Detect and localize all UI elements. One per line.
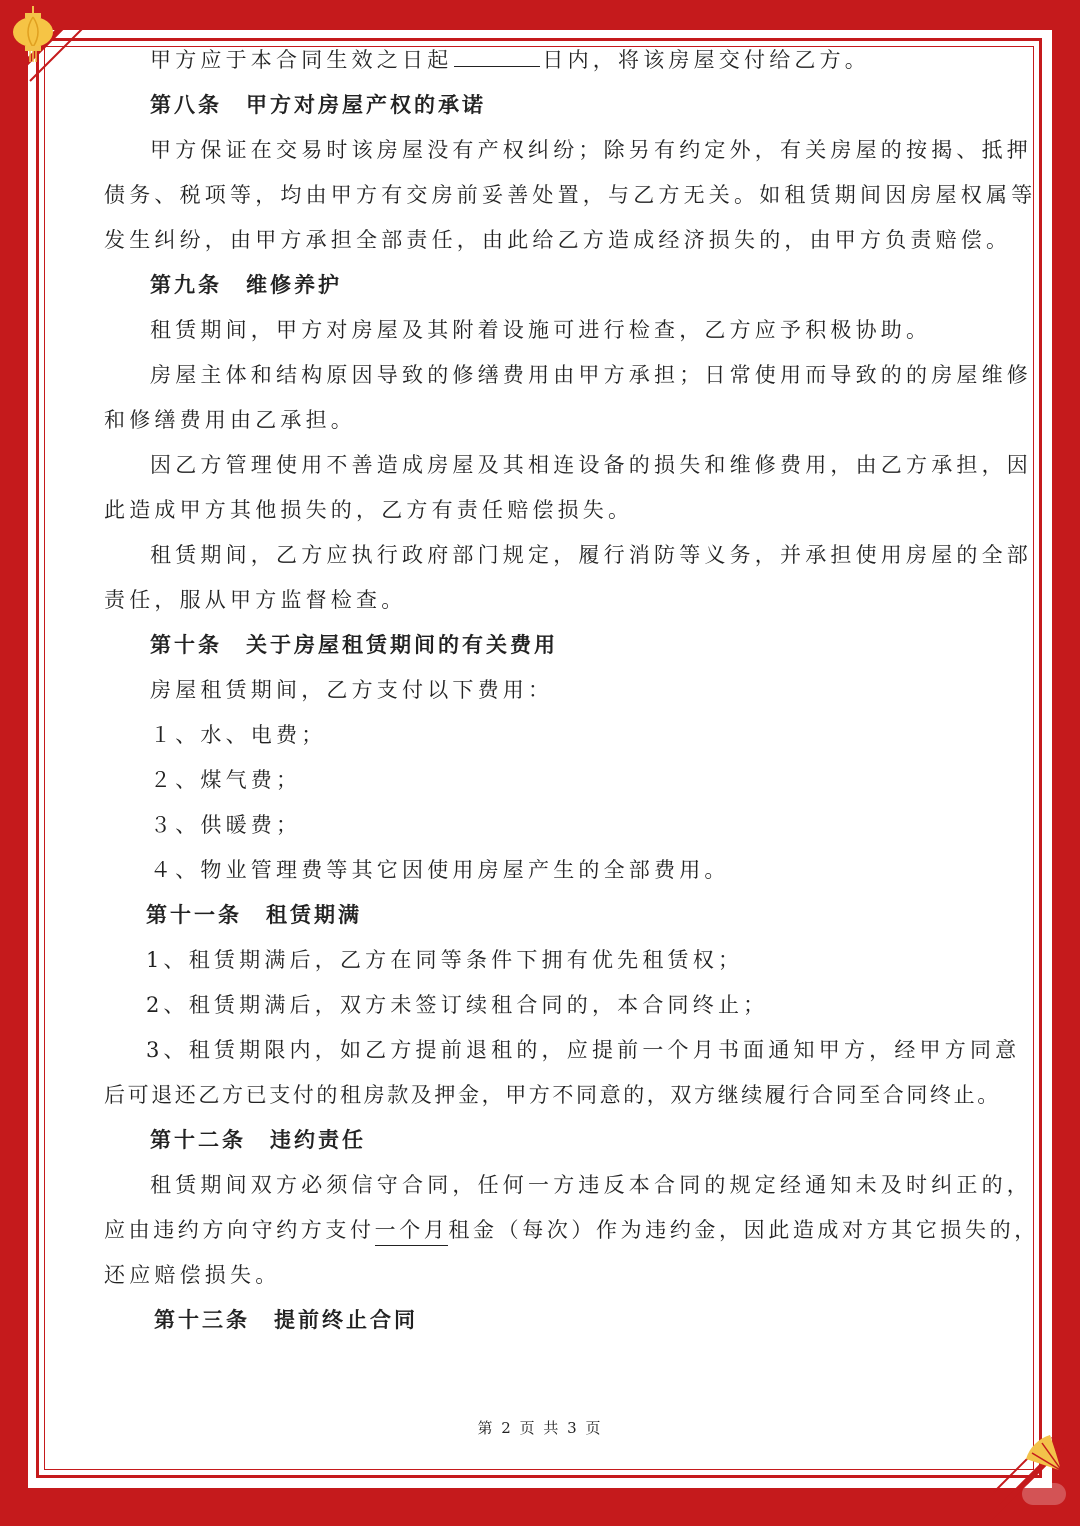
page-number-footer: 第 2 页 共 3 页: [477, 1419, 603, 1437]
list-item: ２、煤气费；: [150, 768, 302, 792]
paragraph-line: 和修缮费用由乙承担。: [104, 408, 356, 432]
article-11-heading: 第十一条 租赁期满: [146, 902, 362, 927]
list-item: 3、租赁期限内，如乙方提前退租的，应提前一个月书面通知甲方，经甲方同意: [146, 1038, 1021, 1062]
paragraph-line: 发生纠纷，由甲方承担全部责任，由此给乙方造成经济损失的，由甲方负责赔偿。: [104, 228, 1012, 252]
paragraph-line: 租赁期间双方必须信守合同，任何一方违反本合同的规定经通知未及时纠正的，: [150, 1173, 1032, 1197]
article-10-heading: 第十条 关于房屋租赁期间的有关费用: [150, 632, 558, 657]
article-12-heading: 第十二条 违约责任: [150, 1127, 366, 1152]
paragraph-line: 债务、税项等，均由甲方有交房前妥善处置，与乙方无关。如租赁期间因房屋权属等: [104, 183, 1037, 207]
paragraph-line: 后可退还乙方已支付的租房款及押金，甲方不同意的，双方继续履行合同至合同终止。: [104, 1083, 1001, 1107]
paragraph-line: 此造成甲方其他损失的，乙方有责任赔偿损失。: [104, 498, 634, 522]
paragraph-line: 租赁期间，甲方对房屋及其附着设施可进行检查，乙方应予积极协助。: [150, 318, 932, 342]
article-9-heading: 第九条 维修养护: [150, 272, 342, 297]
list-item: 1、租赁期满后，乙方在同等条件下拥有优先租赁权；: [146, 948, 744, 972]
watermark-badge: [1022, 1483, 1066, 1505]
paragraph-line: 房屋主体和结构原因导致的修缮费用由甲方承担；日常使用而导致的的房屋维修: [150, 363, 1032, 387]
paragraph-line: 房屋租赁期间，乙方支付以下费用：: [150, 678, 554, 702]
paragraph-line: 甲方保证在交易时该房屋没有产权纠纷；除另有约定外，有关房屋的按揭、抵押: [150, 138, 1032, 162]
lantern-icon: [8, 6, 58, 62]
paragraph-line: 甲方应于本合同生效之日起 日内，将该房屋交付给乙方。: [150, 48, 871, 72]
border-frame-inner: [44, 46, 1037, 1470]
paragraph-line: 责任，服从甲方监督检查。: [104, 588, 407, 612]
underlined-term: 一个月: [375, 1215, 449, 1246]
list-item: ４、物业管理费等其它因使用房屋产生的全部费用。: [150, 858, 730, 882]
list-item: ３、供暖费；: [150, 813, 302, 837]
paragraph-line: 应由违约方向守约方支付一个月租金（每次）作为违约金，因此造成对方其它损失的，: [104, 1215, 1039, 1245]
list-item: １、水、电费；: [150, 723, 327, 747]
article-8-heading: 第八条 甲方对房屋产权的承诺: [150, 92, 486, 117]
paragraph-line: 租赁期间，乙方应执行政府部门规定，履行消防等义务，并承担使用房屋的全部: [150, 543, 1032, 567]
list-item: 2、租赁期满后，双方未签订续租合同的，本合同终止；: [146, 993, 769, 1017]
paragraph-line: 因乙方管理使用不善造成房屋及其相连设备的损失和维修费用，由乙方承担，因: [150, 453, 1032, 477]
article-13-heading: 第十三条 提前终止合同: [154, 1307, 418, 1332]
blank-field: [454, 46, 540, 67]
paragraph-line: 还应赔偿损失。: [104, 1263, 281, 1287]
